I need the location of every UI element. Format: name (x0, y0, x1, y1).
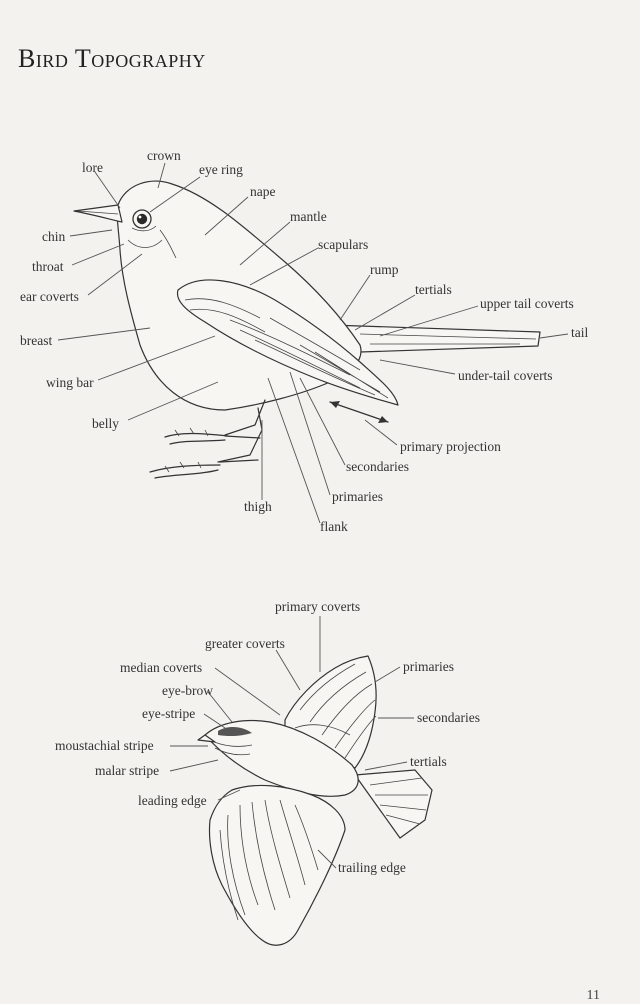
label-primaries: primaries (332, 489, 383, 504)
label-crown: crown (147, 148, 181, 163)
label-mantle: mantle (290, 209, 327, 224)
label-primary-projection: primary projection (400, 439, 501, 454)
label-chin: chin (42, 229, 66, 244)
label-eye-stripe: eye-stripe (142, 706, 196, 721)
perched-bird-illustration (74, 181, 540, 478)
label-lore: lore (82, 160, 103, 175)
label-malar-stripe: malar stripe (95, 763, 160, 778)
label-wing-bar: wing bar (46, 375, 94, 390)
label-tertials: tertials (415, 282, 452, 297)
label-thigh: thigh (244, 499, 272, 514)
flying-bird-illustration (198, 656, 432, 945)
label-nape: nape (250, 184, 276, 199)
label-eye-brow: eye-brow (162, 683, 213, 698)
label-tertials-flight: tertials (410, 754, 447, 769)
label-ear-coverts: ear coverts (20, 289, 79, 304)
label-throat: throat (32, 259, 64, 274)
label-belly: belly (92, 416, 119, 431)
label-trailing-edge: trailing edge (338, 860, 406, 875)
label-tail: tail (571, 325, 589, 340)
label-breast: breast (20, 333, 53, 348)
page-title: Bird Topography (18, 44, 206, 73)
label-median-coverts: median coverts (120, 660, 203, 675)
label-primaries-flight: primaries (403, 659, 454, 674)
label-greater-coverts: greater coverts (205, 636, 285, 651)
label-secondaries: secondaries (346, 459, 409, 474)
label-under-tail-coverts: under-tail coverts (458, 368, 553, 383)
label-upper-tail-coverts: upper tail coverts (480, 296, 574, 311)
label-flank: flank (320, 519, 348, 534)
label-moustachial-stripe: moustachial stripe (55, 738, 154, 753)
label-secondaries-flight: secondaries (417, 710, 480, 725)
label-scapulars: scapulars (318, 237, 369, 252)
label-rump: rump (370, 262, 399, 277)
page-number: 11 (586, 988, 600, 1003)
label-leading-edge: leading edge (138, 793, 207, 808)
label-primary-coverts: primary coverts (275, 599, 361, 614)
label-eye-ring: eye ring (199, 162, 243, 177)
